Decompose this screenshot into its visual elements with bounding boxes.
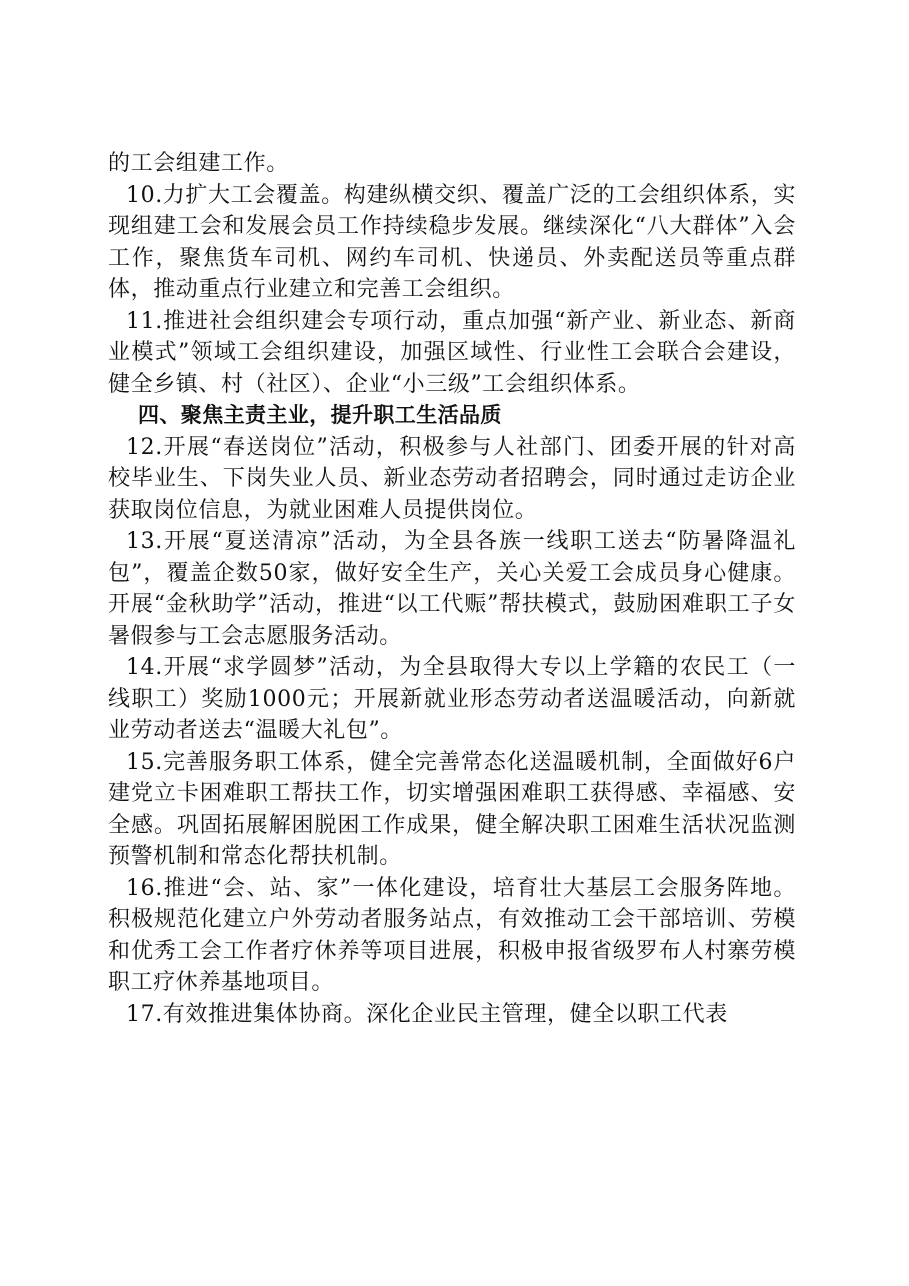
paragraph-item-10: 10.力扩大工会覆盖。构建纵横交织、覆盖广泛的工会组织体系，实现组建工会和发展会员工作持续稳步发展。继续深化“八大群体”入会工作，聚焦货车司机、网约车司机、快递员、外卖配送员等重点群体，推动重点行业建立和完善工会组织。 xyxy=(108,182,796,302)
paragraph-item-14: 14.开展“求学圆梦”活动，为全县取得大专以上学籍的农民工（一线职工）奖励1000元；开展新就业形态劳动者送温暖活动，向新就业劳动者送去“温暖大礼包”。 xyxy=(108,655,796,743)
document-page xyxy=(108,148,796,1030)
section-heading-4: 四、聚焦主责主业，提升职工生活品质 xyxy=(138,403,502,427)
paragraph-item-13: 13.开展“夏送清凉”活动，为全县各族一线职工送去“防暑降温礼包”，覆盖企数50家，做好安全生产，关心关爱工会成员身心健康。开展“金秋助学”活动，推进“以工代赈”帮扶模式，鼓励困难职工子女暑假参与工会志愿服务活动。 xyxy=(108,529,796,649)
paragraph-item-17: 17.有效推进集体协商。深化企业民主管理，健全以职工代表 xyxy=(126,1001,728,1027)
paragraph-item-16: 16.推进“会、站、家”一体化建设，培育壮大基层工会服务阵地。积极规范化建立户外劳动者服务站点，有效推动工会干部培训、劳模和优秀工会工作者疗休养等项目进展，积极申报省级罗布人村寨劳模职工疗休养基地项目。 xyxy=(108,875,796,995)
paragraph-item-15: 15.完善服务职工体系，健全完善常态化送温暖机制，全面做好6户建党立卡困难职工帮扶工作，切实增强困难职工获得感、幸福感、安全感。巩固拓展解困脱困工作成果，健全解决职工困难生活状况监测预警机制和常态化帮扶机制。 xyxy=(108,749,796,869)
paragraph-continuation: 的工会组建工作。 xyxy=(108,151,289,176)
paragraph-item-12: 12.开展“春送岗位”活动，积极参与人社部门、团委开展的针对高校毕业生、下岗失业人员、新业态劳动者招聘会，同时通过走访企业获取岗位信息，为就业困难人员提供岗位。 xyxy=(108,434,796,523)
paragraph-item-11: 11.推进社会组织建会专项行动，重点加强“新产业、新业态、新商业模式”领域工会组织建设，加强区域性、行业性工会联合会建设，健全乡镇、村（社区）、企业“小三级”工会组织体系。 xyxy=(108,308,796,397)
